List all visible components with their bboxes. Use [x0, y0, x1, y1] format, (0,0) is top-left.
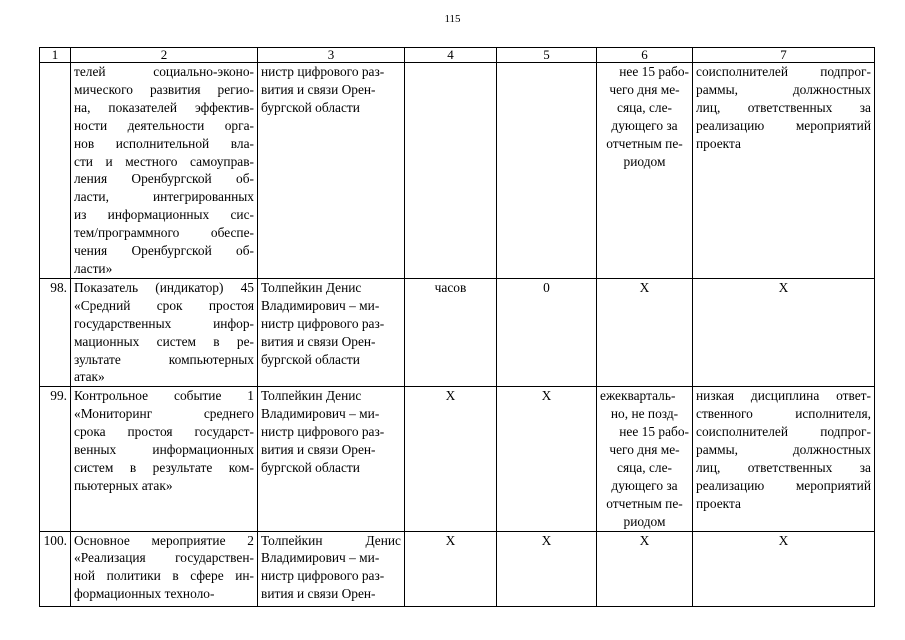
table-row: [40, 63, 875, 279]
cell-line: ности деятельности орга-: [74, 117, 254, 133]
value-cell: X: [497, 531, 597, 606]
column-header: 1: [40, 48, 71, 63]
cell-line: проекта: [696, 135, 741, 151]
cell-line: атак»: [74, 369, 105, 385]
cell-line: X: [639, 532, 650, 548]
responsible-cell: [258, 387, 405, 531]
cell-line: бургской области: [261, 351, 360, 367]
column-header: 3: [258, 48, 405, 63]
cell-line: пьютерных атак»: [74, 477, 173, 493]
cell-line: чего дня ме-: [609, 81, 680, 97]
cell-line: X: [639, 279, 650, 295]
cell-line: ления Оренбургской об-: [74, 171, 254, 187]
cell-line: «Мониторинг среднего: [74, 406, 254, 422]
cell-line: ственного исполнителя,: [696, 406, 871, 422]
responsible-cell: [258, 531, 405, 606]
unit-cell: X: [405, 387, 497, 531]
cell-line: сяца, сле-: [617, 99, 672, 115]
column-header: 5: [497, 48, 597, 63]
cell-line: Владимирович – ми-: [261, 297, 380, 313]
cell-line: мационных систем в ре-: [74, 333, 254, 349]
cell-line: «Средний срок простоя: [74, 297, 254, 313]
cell-line: раммы, должностных: [696, 442, 871, 458]
cell-line: тем/программного обеспе-: [74, 225, 254, 241]
cell-line: вития и связи Орен-: [261, 586, 376, 602]
cell-line: ной политики в сфере ин-: [74, 568, 254, 584]
cell-line: ласти, интегрированных: [74, 189, 254, 205]
risk-cell: [693, 531, 875, 606]
cell-line: нов исполнительной вла-: [74, 135, 254, 151]
table-header-row: [40, 48, 875, 63]
cell-line: зультате компьютерных: [74, 351, 254, 367]
cell-line: Владимирович – ми-: [261, 406, 380, 422]
cell-line: сти и местного самоуправ-: [74, 153, 254, 169]
cell-line: Владимирович – ми-: [261, 550, 380, 566]
cell-line: чего дня ме-: [609, 442, 680, 458]
cell-line: государственных инфор-: [74, 315, 254, 331]
cell-line: нее 15 рабо-: [619, 64, 689, 79]
cell-line: Толпейкин Денис: [261, 532, 401, 548]
cell-line: реализацию мероприятий: [696, 117, 871, 133]
cell-line: нистр цифрового раз-: [261, 568, 385, 584]
cell-line: систем в результате ком-: [74, 459, 254, 475]
value-cell: 0: [497, 278, 597, 386]
cell-line: на, показателей эффектив-: [74, 99, 254, 115]
cell-line: вития и связи Орен-: [261, 81, 376, 97]
cell-line: лиц, ответственных за: [696, 99, 871, 115]
cell-line: X: [778, 279, 789, 295]
cell-line: телей социально-эконо-: [74, 64, 254, 79]
cell-line: срока простоя государст-: [74, 424, 254, 440]
cell-line: дующего за: [611, 477, 678, 493]
value-cell: X: [497, 387, 597, 531]
risk-cell: [693, 278, 875, 386]
page-number: 115: [444, 13, 461, 25]
cell-line: низкая дисциплина ответ-: [696, 388, 871, 404]
table-row: [40, 387, 875, 531]
cell-line: Основное мероприятие 2: [74, 532, 254, 548]
deadline-cell: [597, 63, 693, 279]
cell-line: Толпейкин Денис: [261, 388, 362, 404]
column-header: 2: [71, 48, 258, 63]
cell-line: соисполнителей подпрог-: [696, 424, 871, 440]
cell-line: нистр цифрового раз-: [261, 64, 385, 79]
cell-line: ласти»: [74, 260, 113, 276]
measures-table: [39, 47, 875, 607]
cell-line: проекта: [696, 495, 741, 511]
deadline-cell: [597, 278, 693, 386]
cell-line: реализацию мероприятий: [696, 477, 871, 493]
cell-line: венных информационных: [74, 442, 254, 458]
cell-line: нистр цифрового раз-: [261, 424, 385, 440]
cell-line: бургской области: [261, 99, 360, 115]
cell-line: дующего за: [611, 117, 678, 133]
column-header: 4: [405, 48, 497, 63]
cell-line: лиц, ответственных за: [696, 459, 871, 475]
cell-line: чения Оренбургской об-: [74, 243, 254, 259]
cell-line: раммы, должностных: [696, 81, 871, 97]
column-header: 6: [597, 48, 693, 63]
responsible-cell: [258, 278, 405, 386]
cell-line: но, не позд-: [610, 406, 679, 422]
risk-cell: [693, 387, 875, 531]
cell-line: отчетным пе-: [606, 495, 683, 511]
responsible-cell: [258, 63, 405, 279]
cell-line: риодом: [623, 153, 666, 169]
measure-name-cell: [71, 278, 258, 386]
cell-line: Контрольное событие 1: [74, 388, 254, 404]
cell-line: мического развития регио-: [74, 81, 254, 97]
value-cell: [497, 63, 597, 279]
row-number: 99.: [40, 387, 71, 531]
row-number: 98.: [40, 278, 71, 386]
row-number: 100.: [40, 531, 71, 606]
deadline-cell: [597, 531, 693, 606]
risk-cell: [693, 63, 875, 279]
cell-line: вития и связи Орен-: [261, 333, 376, 349]
unit-cell: часов: [405, 278, 497, 386]
unit-cell: [405, 63, 497, 279]
unit-cell: X: [405, 531, 497, 606]
table-row: [40, 531, 875, 606]
deadline-cell: [597, 387, 693, 531]
cell-line: формационных техноло-: [74, 586, 215, 602]
measure-name-cell: [71, 531, 258, 606]
cell-line: сяца, сле-: [617, 459, 672, 475]
cell-line: нее 15 рабо-: [619, 424, 689, 440]
cell-line: соисполнителей подпрог-: [696, 64, 871, 79]
row-number: [40, 63, 71, 279]
cell-line: Толпейкин Денис: [261, 279, 362, 295]
cell-line: Показатель (индикатор) 45: [74, 279, 254, 295]
cell-line: «Реализация государствен-: [74, 550, 254, 566]
cell-line: отчетным пе-: [606, 135, 683, 151]
cell-line: X: [778, 532, 789, 548]
cell-line: бургской области: [261, 459, 360, 475]
cell-line: ежекварталь-: [600, 388, 676, 404]
measure-name-cell: [71, 63, 258, 279]
cell-line: риодом: [623, 513, 666, 529]
cell-line: вития и связи Орен-: [261, 442, 376, 458]
measure-name-cell: [71, 387, 258, 531]
column-header: 7: [693, 48, 875, 63]
cell-line: нистр цифрового раз-: [261, 315, 385, 331]
cell-line: из информационных сис-: [74, 207, 254, 223]
table-row: [40, 278, 875, 386]
